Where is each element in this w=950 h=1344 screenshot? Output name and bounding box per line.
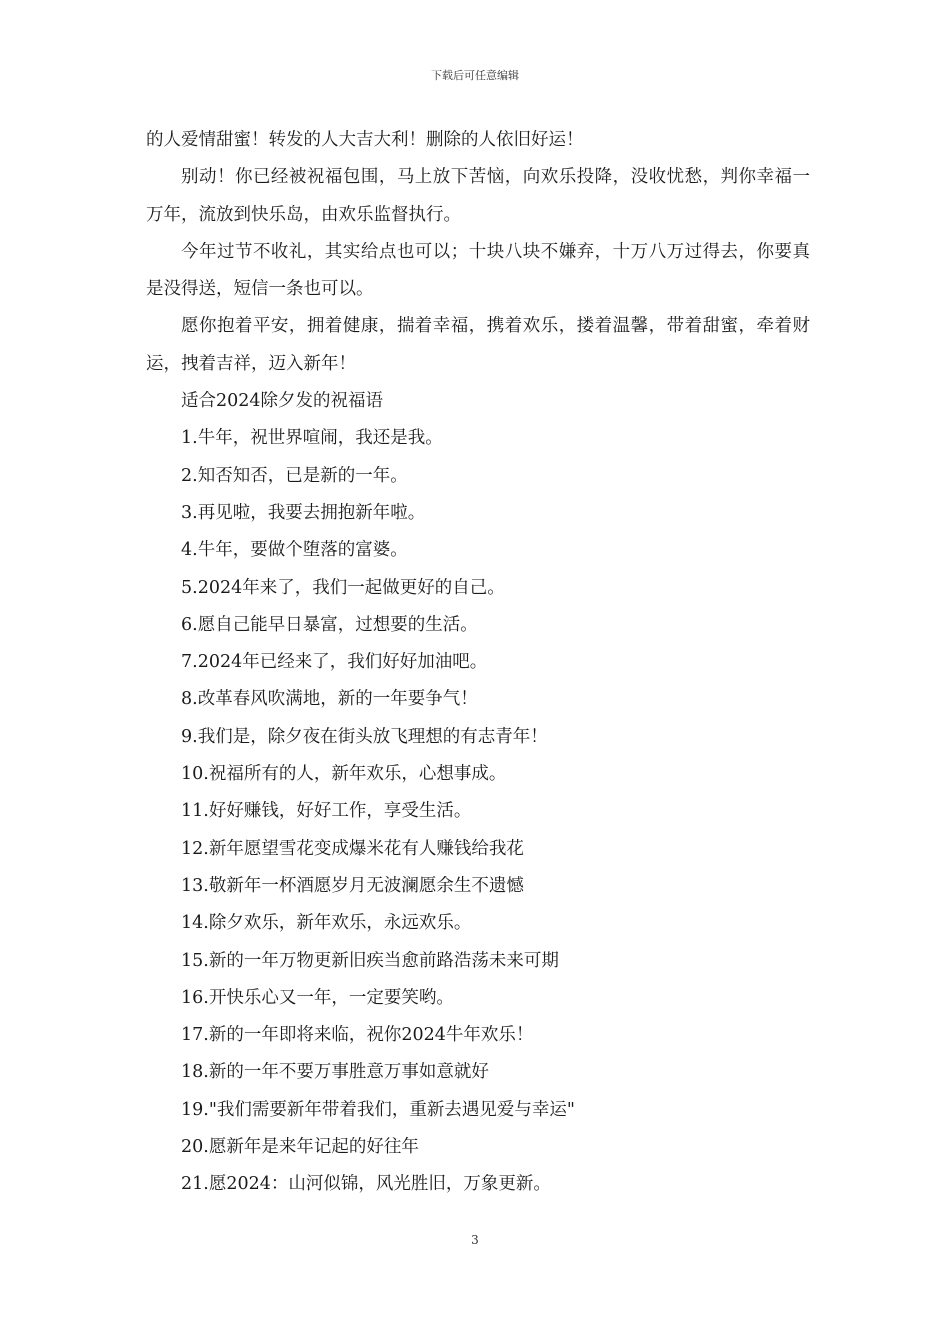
paragraph: 别动！你已经被祝福包围，马上放下苦恼，向欢乐投降，没收忧愁，判你幸福一万年，流放到快乐岛，由欢乐监督执行。 (146, 167, 810, 225)
list-item: 15.新的一年万物更新旧疾当愈前路浩荡未来可期 (181, 950, 559, 971)
list-item: 3.再见啦，我要去拥抱新年啦。 (181, 502, 426, 523)
list-item: 7.2024年已经来了，我们好好加油吧。 (181, 652, 488, 673)
list-item: 21.愿2024：山河似锦，风光胜旧，万象更新。 (181, 1174, 551, 1195)
list-item: 10.祝福所有的人，新年欢乐，心想事成。 (181, 764, 507, 785)
list-item: 2.知否知否，已是新的一年。 (181, 465, 408, 486)
list-item: 16.开快乐心又一年，一定要笑哟。 (181, 987, 454, 1008)
page-number: 3 (471, 1233, 479, 1247)
list-item: 11.好好赚钱，好好工作，享受生活。 (181, 801, 472, 822)
list-item: 9.我们是，除夕夜在街头放飞理想的有志青年！ (181, 726, 548, 747)
list-item: 20.愿新年是来年记起的好往年 (181, 1137, 419, 1158)
document-body (146, 122, 810, 1204)
list-item: 18.新的一年不要万事胜意万事如意就好 (181, 1062, 489, 1083)
list-item: 17.新的一年即将来临，祝你2024牛年欢乐！ (181, 1025, 534, 1046)
list-item: 14.除夕欢乐，新年欢乐，永远欢乐。 (181, 913, 472, 934)
list-item: 6.愿自己能早日暴富，过想要的生活。 (181, 614, 478, 635)
list-item: 12.新年愿望雪花变成爆米花有人赚钱给我花 (181, 838, 524, 859)
list-item: 19."我们需要新年带着我们，重新去遇见爱与幸运" (181, 1099, 575, 1120)
paragraph: 愿你抱着平安，拥着健康，揣着幸福，携着欢乐，搂着温馨，带着甜蜜，牵着财运，拽着吉祥，迈入新年！ (146, 316, 810, 374)
list-item: 8.改革春风吹满地，新的一年要争气！ (181, 689, 478, 710)
paragraph-continuation: 的人爱情甜蜜！转发的人大吉大利！删除的人依旧好运！ (146, 130, 584, 150)
section-title: 适合2024除夕发的祝福语 (181, 391, 384, 412)
list-item: 5.2024年来了，我们一起做更好的自己。 (181, 577, 505, 598)
list-item: 4.牛年，要做个堕落的富婆。 (181, 540, 408, 561)
page-header: 下载后可任意编辑 (431, 69, 519, 82)
list-item: 13.敬新年一杯酒愿岁月无波澜愿余生不遗憾 (181, 875, 524, 896)
paragraph: 今年过节不收礼，其实给点也可以；十块八块不嫌弃，十万八万过得去，你要真是没得送，短信一条也可以。 (146, 241, 810, 300)
list-item: 1.牛年，祝世界喧闹，我还是我。 (181, 428, 443, 449)
